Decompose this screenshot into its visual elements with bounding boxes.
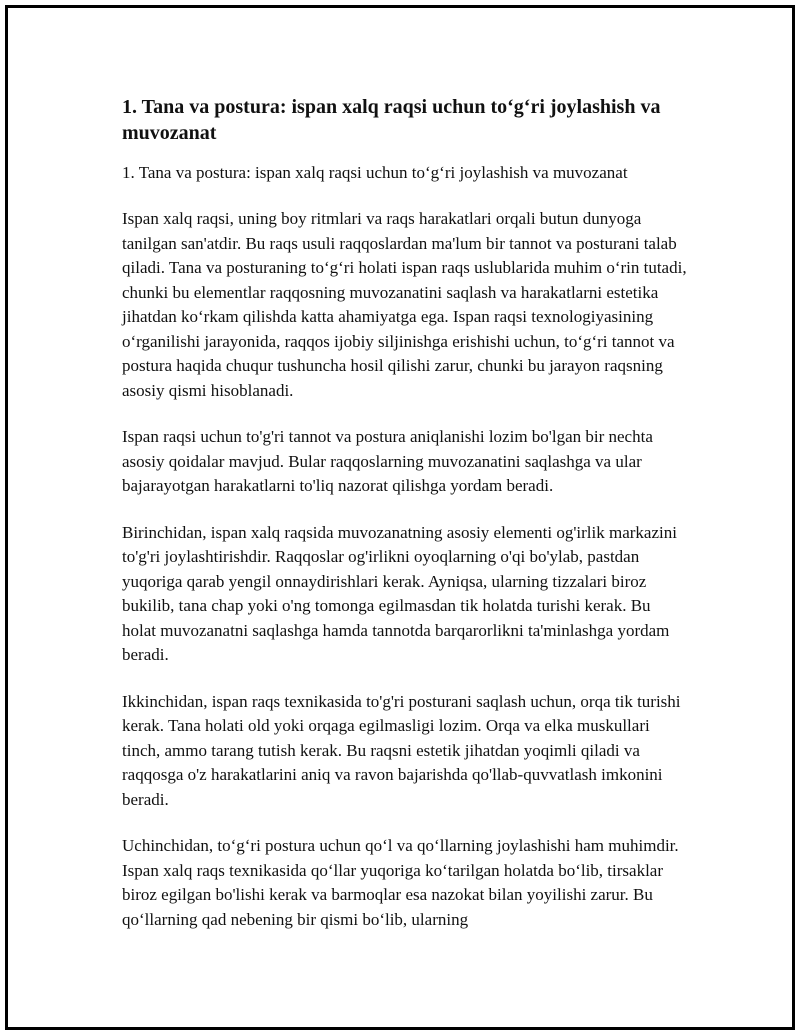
document-body xyxy=(122,94,688,932)
paragraph-3: Birinchidan, ispan xalq raqsida muvozanatning asosiy elementi og'irlik markazini to'g'ri joylashtirishdir. Raqqoslar og'irlikni oyoqlarning o'qi bo'ylab, pastdan yuqoriga qarab yengil onnaydirishlari kerak. Ayniqsa, ularning tizzalari biroz bukilib, tana chap yoki o'ng tomonga egilmasdan tik holatda turishi kerak. Bu holat muvozanatni saqlashga hamda tannotda barqarorlikni ta'minlashga yordam beradi. xyxy=(122,522,677,664)
paragraph-1: Ispan xalq raqsi, uning boy ritmlari va raqs harakatlari orqali butun dunyoga tanilgan san'atdir. Bu raqs usuli raqqoslardan ma'lum bir tannot va posturani talab qiladi. Tana va posturaning to‘g‘ri holati ispan raqs uslublarida muhim o‘rin tutadi, chunki bu elementlar raqqosning muvozanatini saqlash va harakatlarni estetika jihatdan ko‘rkam qilishda katta ahamiyatga ega. Ispan raqsi texnologiyasining o‘rganilishi jarayonida, raqqos ijobiy siljinishga erishishi uchun, to‘g‘ri tannot va postura haqida chuqur tushuncha hosil qilishi zarur, chunki bu jarayon raqsning asosiy qismi hisoblanadi. xyxy=(122,209,687,400)
paragraph-2: Ispan raqsi uchun to'g'ri tannot va postura aniqlanishi lozim bo'lgan bir nechta asosiy qoidalar mavjud. Bular raqqoslarning muvozanatini saqlashga va ular bajarayotgan harakatlarni to'liq nazorat qilishga yordam beradi. xyxy=(122,427,653,495)
document-page xyxy=(5,5,795,1030)
paragraph-4: Ikkinchidan, ispan raqs texnikasida to'g'ri posturani saqlash uchun, orqa tik turishi kerak. Tana holati old yoki orqaga egilmasligi lozim. Orqa va elka muskullari tinch, ammo tarang tutish kerak. Bu raqsni estetik jihatdan yoqimli qiladi va raqqosga o'z harakatlarini aniq va ravon bajarishda qo'llab-quvvatlash imkonini beradi. xyxy=(122,691,681,809)
document-title: 1. Tana va postura: ispan xalq raqsi uchun to‘g‘ri joylashish va muvozanat xyxy=(122,96,661,144)
paragraph-5: Uchinchidan, to‘g‘ri postura uchun qo‘l va qo‘llarning joylashishi ham muhimdir. Ispan xalq raqs texnikasida qo‘llar yuqoriga ko‘tarilgan holatda bo‘lib, tirsaklar biroz egilgan bo'lishi kerak va barmoqlar esa nazokat bilan yoyilishi zarur. Bu qo‘llarning qad nebening bir qismi bo‘lib, ularning xyxy=(122,836,679,929)
document-subtitle: 1. Tana va postura: ispan xalq raqsi uchun to‘g‘ri joylashish va muvozanat xyxy=(122,163,628,182)
